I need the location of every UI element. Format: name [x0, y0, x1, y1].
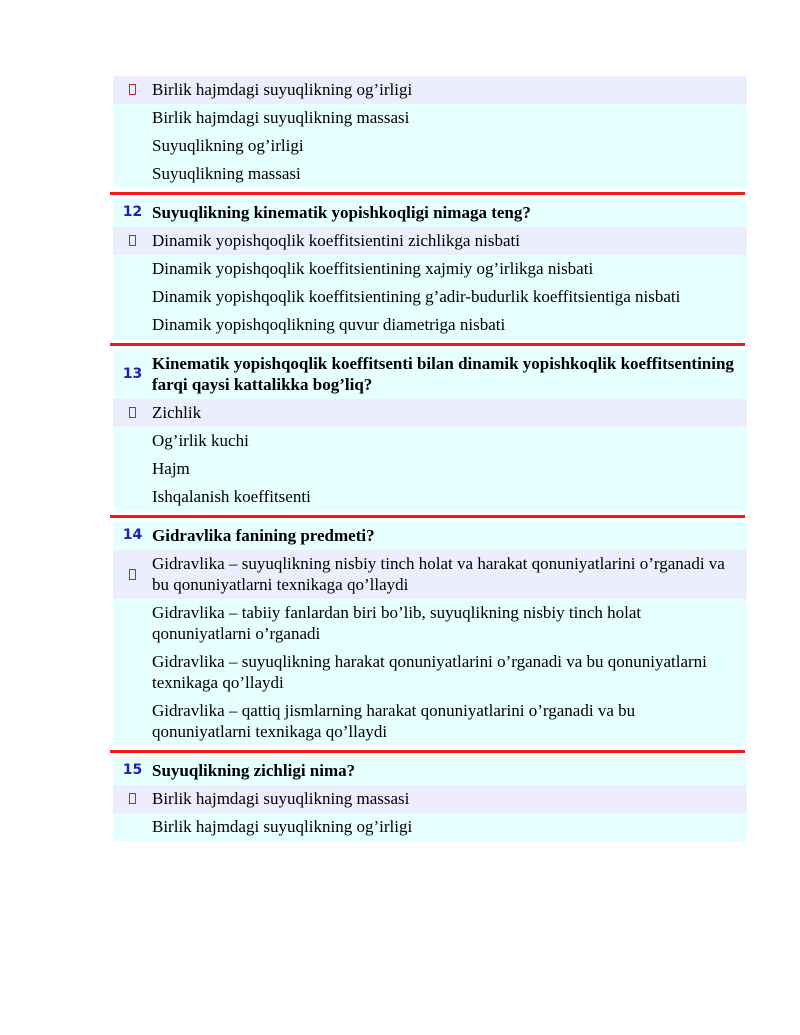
question-row — [113, 350, 747, 399]
answer-option — [113, 427, 747, 455]
answer-option — [113, 104, 747, 132]
answer-text: Suyuqlikning massasi — [152, 164, 301, 183]
question-block-12 — [113, 199, 747, 339]
answer-option — [113, 311, 747, 339]
question-text: Suyuqlikning zichligi nima? — [152, 761, 356, 780]
answer-option-correct — [113, 785, 747, 813]
quiz-content — [113, 76, 747, 841]
answer-option — [113, 255, 747, 283]
answer-text: Gidravlika – qattiq jismlarning harakat qonuniyatlarini o’rganadi va bu qonuniyatlarni texnikaga qo’llaydi — [152, 701, 636, 741]
question-separator — [110, 750, 745, 753]
answer-option — [113, 648, 747, 697]
answer-option — [113, 160, 747, 188]
question-text: Gidravlika fanining predmeti? — [152, 526, 375, 545]
answer-text: Ishqalanish koeffitsenti — [152, 487, 311, 506]
question-row — [113, 522, 747, 550]
question-number: 14 — [122, 527, 143, 543]
answer-option-correct — [113, 399, 747, 427]
question-block-continued — [113, 76, 747, 188]
answer-text: Birlik hajmdagi suyuqlikning massasi — [152, 108, 410, 127]
correct-marker-icon — [129, 793, 136, 804]
answer-text: Hajm — [152, 459, 190, 478]
question-number: 12 — [122, 204, 143, 220]
correct-marker-icon — [129, 84, 136, 95]
answer-option-correct — [113, 550, 747, 599]
answer-text: Zichlik — [152, 403, 202, 422]
answer-option — [113, 132, 747, 160]
question-text: Kinematik yopishqoqlik koeffitsenti bilan dinamik yopishkoqlik koeffitsentining farqi qaysi kattalikka bog’liq? — [152, 354, 734, 394]
answer-text: Gidravlika – suyuqlikning nisbiy tinch holat va harakat qonuniyatlarini o’rganadi va bu qonuniyatlarni texnikaga qo’llaydi — [152, 554, 725, 594]
answer-text: Birlik hajmdagi suyuqlikning massasi — [152, 789, 410, 808]
answer-text: Birlik hajmdagi suyuqlikning og’irligi — [152, 80, 413, 99]
correct-marker-icon — [129, 407, 136, 418]
question-number: 15 — [122, 762, 143, 778]
question-row — [113, 757, 747, 785]
answer-text: Dinamik yopishqoqlik koeffitsientini zichlikga nisbati — [152, 231, 520, 250]
answer-option-correct — [113, 227, 747, 255]
question-block-15 — [113, 757, 747, 841]
question-row — [113, 199, 747, 227]
answer-option — [113, 483, 747, 511]
question-number: 13 — [122, 365, 143, 382]
answer-text: Dinamik yopishqoqlik koeffitsientining g’adir-budurlik koeffitsientiga nisbati — [152, 287, 681, 306]
answer-text: Birlik hajmdagi suyuqlikning og’irligi — [152, 817, 413, 836]
correct-marker-icon — [129, 235, 136, 246]
answer-text: Dinamik yopishqoqlikning quvur diametriga nisbati — [152, 315, 506, 334]
question-separator — [110, 515, 745, 518]
question-separator — [110, 343, 745, 346]
correct-marker-icon — [129, 569, 136, 580]
answer-text: Gidravlika – suyuqlikning harakat qonuniyatlarini o’rganadi va bu qonuniyatlarni texnikaga qo’llaydi — [152, 652, 707, 692]
question-separator — [110, 192, 745, 195]
question-block-13 — [113, 350, 747, 511]
answer-text: Og’irlik kuchi — [152, 431, 249, 450]
question-text: Suyuqlikning kinematik yopishkoqligi nimaga teng? — [152, 203, 531, 222]
answer-option-correct — [113, 76, 747, 104]
answer-option — [113, 283, 747, 311]
answer-option — [113, 455, 747, 483]
answer-option — [113, 813, 747, 841]
answer-text: Gidravlika – tabiiy fanlardan biri bo’lib, suyuqlikning nisbiy tinch holat qonuniyatlarni o’rganadi — [152, 603, 642, 643]
question-block-14 — [113, 522, 747, 746]
answer-option — [113, 697, 747, 746]
answer-text: Suyuqlikning og’irligi — [152, 136, 304, 155]
answer-text: Dinamik yopishqoqlik koeffitsientining xajmiy og’irlikga nisbati — [152, 259, 594, 278]
answer-option — [113, 599, 747, 648]
